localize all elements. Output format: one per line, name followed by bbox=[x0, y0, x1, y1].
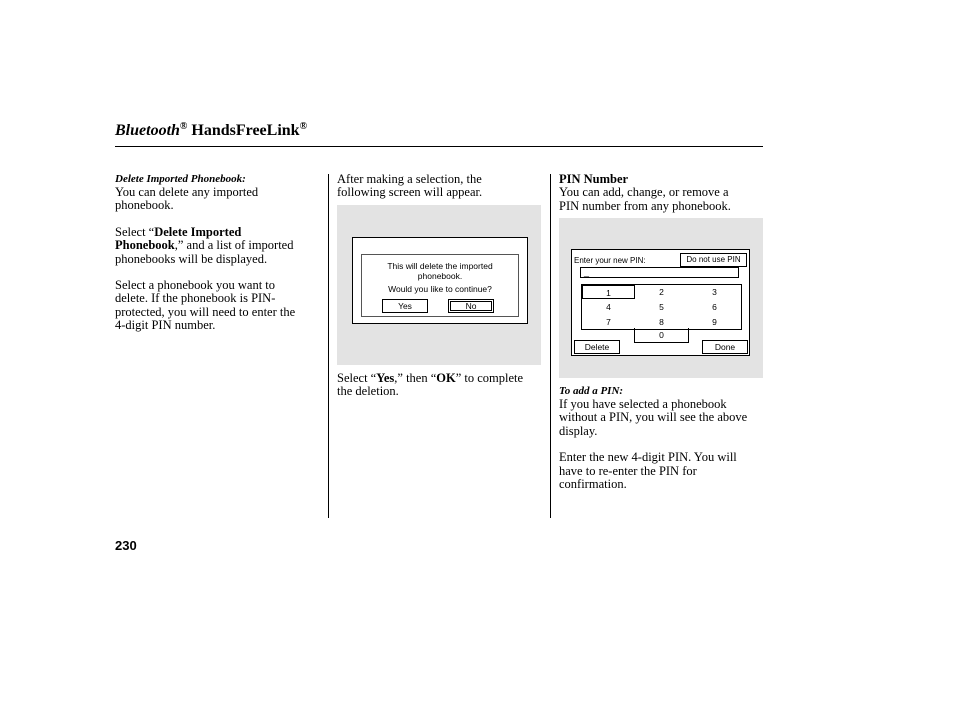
no-button[interactable]: No bbox=[448, 299, 494, 313]
text-line: without a PIN, you will see the above bbox=[559, 410, 748, 425]
page-title bbox=[115, 121, 307, 140]
header-rule bbox=[115, 146, 763, 147]
column-divider bbox=[328, 174, 329, 518]
screen-figure-delete bbox=[337, 205, 541, 365]
screen-figure-pin bbox=[559, 218, 763, 378]
column-divider bbox=[550, 174, 551, 518]
pin-prompt: Enter your new PIN: bbox=[574, 256, 646, 265]
key-3[interactable]: 3 bbox=[712, 287, 717, 297]
done-button[interactable]: Done bbox=[702, 340, 748, 354]
text-line: If you have selected a phonebook bbox=[559, 397, 727, 411]
section-heading: To add a PIN: bbox=[559, 385, 624, 397]
pin-input[interactable]: _ bbox=[580, 267, 739, 278]
text-line: You can delete any imported bbox=[115, 185, 259, 199]
paragraph bbox=[115, 279, 320, 333]
do-not-use-pin-button[interactable]: Do not use PIN bbox=[680, 253, 747, 267]
text-line: display. bbox=[559, 423, 598, 438]
keypad bbox=[581, 284, 742, 330]
title-handsfreelink: HandsFreeLink bbox=[187, 122, 300, 139]
column-3-body bbox=[559, 385, 769, 491]
column-1 bbox=[115, 173, 320, 333]
dialog-message: phonebook. bbox=[417, 271, 463, 281]
text-line: After making a selection, the bbox=[337, 172, 482, 186]
paragraph bbox=[559, 451, 769, 491]
text-line: have to re-enter the PIN for bbox=[559, 463, 697, 478]
paragraph bbox=[559, 398, 769, 438]
text-line: the deletion. bbox=[337, 384, 399, 399]
page-number: 230 bbox=[115, 538, 137, 553]
registered-mark: ® bbox=[299, 121, 308, 132]
section-heading: Delete Imported Phonebook: bbox=[115, 173, 246, 185]
text-line: delete. If the phonebook is PIN- bbox=[115, 291, 276, 306]
key-7[interactable]: 7 bbox=[606, 317, 611, 327]
text-line: Select “Delete Imported bbox=[115, 224, 242, 239]
registered-mark: ® bbox=[179, 121, 188, 132]
text-line: Select a phonebook you want to bbox=[115, 278, 276, 293]
paragraph bbox=[115, 186, 320, 213]
column-2-after bbox=[337, 372, 547, 399]
key-4[interactable]: 4 bbox=[606, 302, 611, 312]
text-line: You can add, change, or remove a bbox=[559, 185, 729, 200]
dialog-message: This will delete the imported bbox=[387, 261, 493, 271]
text-line: Phonebook,” and a list of imported bbox=[115, 238, 294, 253]
key-9[interactable]: 9 bbox=[712, 317, 717, 327]
dialog-message: Would you like to continue? bbox=[388, 284, 492, 294]
key-5[interactable]: 5 bbox=[659, 302, 664, 312]
key-2[interactable]: 2 bbox=[659, 287, 664, 297]
text-line: 4-digit PIN number. bbox=[115, 318, 216, 333]
paragraph bbox=[115, 226, 320, 266]
text-line: phonebook. bbox=[115, 198, 174, 213]
key-0[interactable]: 0 bbox=[659, 330, 664, 340]
text-line: Enter the new 4-digit PIN. You will bbox=[559, 450, 737, 465]
text-line: phonebooks will be displayed. bbox=[115, 251, 268, 266]
column-2-intro bbox=[337, 173, 542, 200]
key-1[interactable]: 1 bbox=[582, 285, 635, 299]
pin-entry-screen bbox=[571, 249, 750, 356]
yes-button[interactable]: Yes bbox=[382, 299, 428, 313]
section-heading: PIN Number bbox=[559, 172, 629, 186]
dialog-inner bbox=[361, 254, 519, 317]
key-6[interactable]: 6 bbox=[712, 302, 717, 312]
title-bluetooth: Bluetooth bbox=[115, 122, 180, 139]
text-line: following screen will appear. bbox=[337, 185, 483, 200]
column-3-intro bbox=[559, 173, 769, 213]
confirm-dialog bbox=[352, 237, 528, 324]
keypad-zero-cell bbox=[634, 328, 689, 343]
key-8[interactable]: 8 bbox=[659, 317, 664, 327]
text-line: protected, you will need to enter the bbox=[115, 304, 296, 319]
text-line: PIN number from any phonebook. bbox=[559, 198, 731, 213]
text-line: Select “Yes,” then “OK” to complete bbox=[337, 371, 524, 385]
text-line: confirmation. bbox=[559, 477, 627, 492]
delete-button[interactable]: Delete bbox=[574, 340, 620, 354]
